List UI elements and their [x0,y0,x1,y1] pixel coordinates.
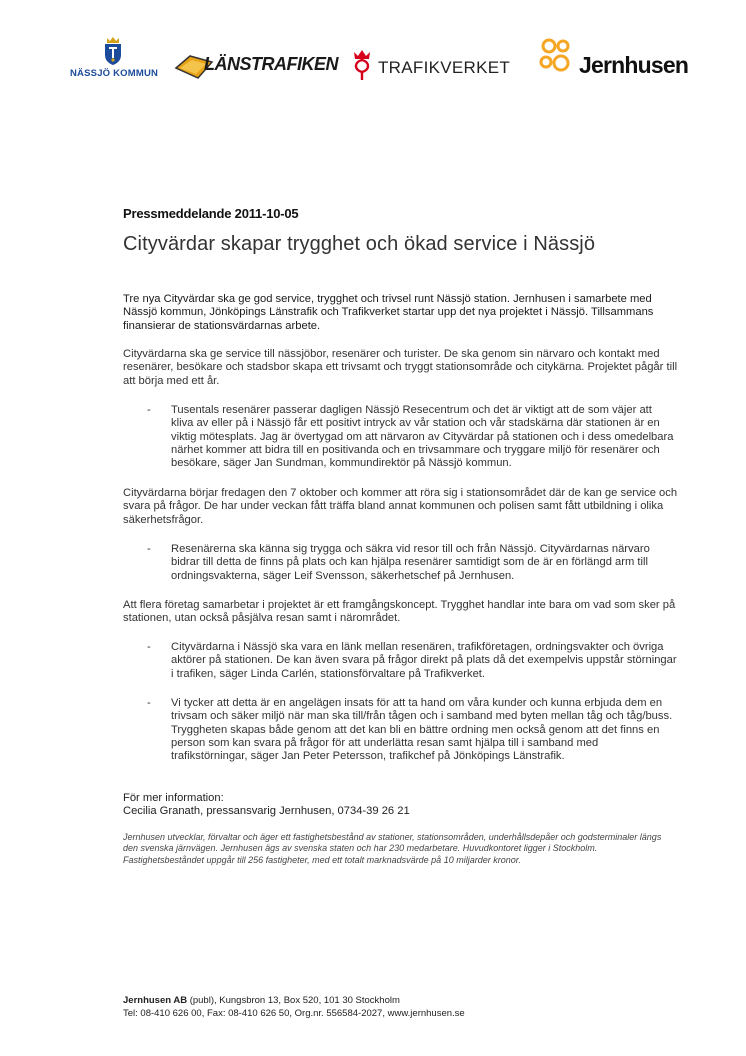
jernhusen-name: Jernhusen [579,52,689,78]
quote-item [147,697,677,763]
body-paragraph: Cityvärdarna börjar fredagen den 7 oktober och kommer att röra sig i stationsområdet där de kan ge service och svara på frågor. De har under veckan fått träffa bland annat kommunen och polisen samt fått utbildning i olika säkerhetsfrågor. [123,487,678,526]
contact-info [123,792,410,818]
crown-icon [350,48,374,82]
footer-address-line [123,994,465,1007]
footer-address: (publ), Kungsbron 13, Box 520, 101 30 Stockholm [187,995,400,1006]
dash-marker: - [147,641,151,653]
lead-paragraph: Tre nya Cityvärdar ska ge god service, trygghet och trivsel runt Nässjö station. Jernhusen i samarbete med Nässjö kommun, Jönköpings Länstrafik och Trafikverket startar upp det nya projektet i Nässjö. Tillsammans finansierar de stationsvärdarnas arbete. [123,293,654,332]
quote-item [147,543,677,583]
footer-contact-line: Tel: 08-410 626 00, Fax: 08-410 626 50, Org.nr. 556584-2027, www.jernhusen.se [123,1008,465,1019]
trafikverket-name: TRAFIKVERKET [378,58,511,77]
quote-text: Vi tycker att detta är en angelägen insats för att ta hand om våra kunder och kunna erbjuda dem en trivsam och säker miljö när man ska till/från tågen och i samband med byten mellan tåg och tåg/buss. Tryggheten skapas både genom att det kan bli en bättre ordning men också genom att det finns en person som kan svara på frågor för att underlätta resan samt hjälpa till i samband med trafikstörningar, säger Jan Peter Petersson, trafikchef på Jönköpings Länstrafik. [171,697,673,763]
contact-heading: För mer information: [123,792,224,804]
press-release-label: Pressmeddelande 2011-10-05 [123,206,299,221]
company-boilerplate: Jernhusen utvecklar, förvaltar och äger ett fastighetsbestånd av stationer, stationsområden, underhållsdepåer och godsterminaler längs den svenska järnvägen. Jernhusen ägs av svenska staten och har 230 medarbetare. Huvudkontoret ligger i Stockholm. Fastighetsbeståndet uppgår till 256 fastigheter, med ett totalt marknadsvärde på 10 miljarder kronor. [123,832,662,865]
body-paragraph: Cityvärdarna ska ge service till nässjöbor, resenärer och turister. De ska genom sin närvaro och kontakt med resenärer, besökare och stadsbor skapa ett trivsamt och tryggt stationsområde och citykärna. Projektet pågår till att börja med ett år. [123,348,678,387]
dash-marker: - [147,404,151,416]
logo-bar [0,32,746,92]
quote-text: Tusentals resenärer passerar dagligen Nässjö Resecentrum och det är viktigt att de som väjer att kliva av eller på i Nässjö får ett positivt intryck av vår station och vår stadskärna där stationen är en viktig mötesplats. Jag är övertygad om att närvaron av Cityvärdar på stationen och i dess omedelbara närhet kommer att bidra till en positivanda och en trivsammare och tryggare miljö för resenärer och besökare, säger Jan Sundman, kommundirektör på Nässjö kommun. [171,404,674,470]
contact-person: Cecilia Granath, pressansvarig Jernhusen, 0734-39 26 21 [123,805,410,817]
quote-text: Cityvärdarna i Nässjö ska vara en länk mellan resenären, trafikföretagen, ordningsvakter och övriga aktörer på stationen. De kan även svara på frågor direkt på plats då det exempelvis uppstår störningar i trafiken, säger Linda Carlén, stationsförvaltare på Trafikverket. [171,641,677,680]
dash-marker: - [147,697,151,709]
quote-text: Resenärerna ska känna sig trygga och säkra vid resor till och från Nässjö. Cityvärdarnas närvaro bidrar till detta de finns på plats och kan hjälpa resenärer samtidigt som de är en förlängd arm till ordningsvakterna, säger Leif Svensson, säkerhetschef på Jernhusen. [171,543,650,582]
quote-item [147,404,677,470]
crest-icon [102,36,124,66]
quote-item [147,641,677,681]
circles-icon [537,36,577,76]
lanstrafiken-name: LÄNSTRAFIKEN [204,54,338,74]
dash-marker: - [147,543,151,555]
nassjo-kommun-name: NÄSSJÖ KOMMUN [70,68,159,79]
body-paragraph: Att flera företag samarbetar i projektet är ett framgångskoncept. Trygghet handlar inte bara om vad som sker på stationen, utan också påsjälva resan samt i närområdet. [123,599,676,625]
page-footer [123,994,465,1020]
page-title: Cityvärdar skapar trygghet och ökad service i Nässjö [123,233,596,255]
nassjo-kommun-logo [70,36,159,79]
footer-company: Jernhusen AB [123,995,188,1006]
